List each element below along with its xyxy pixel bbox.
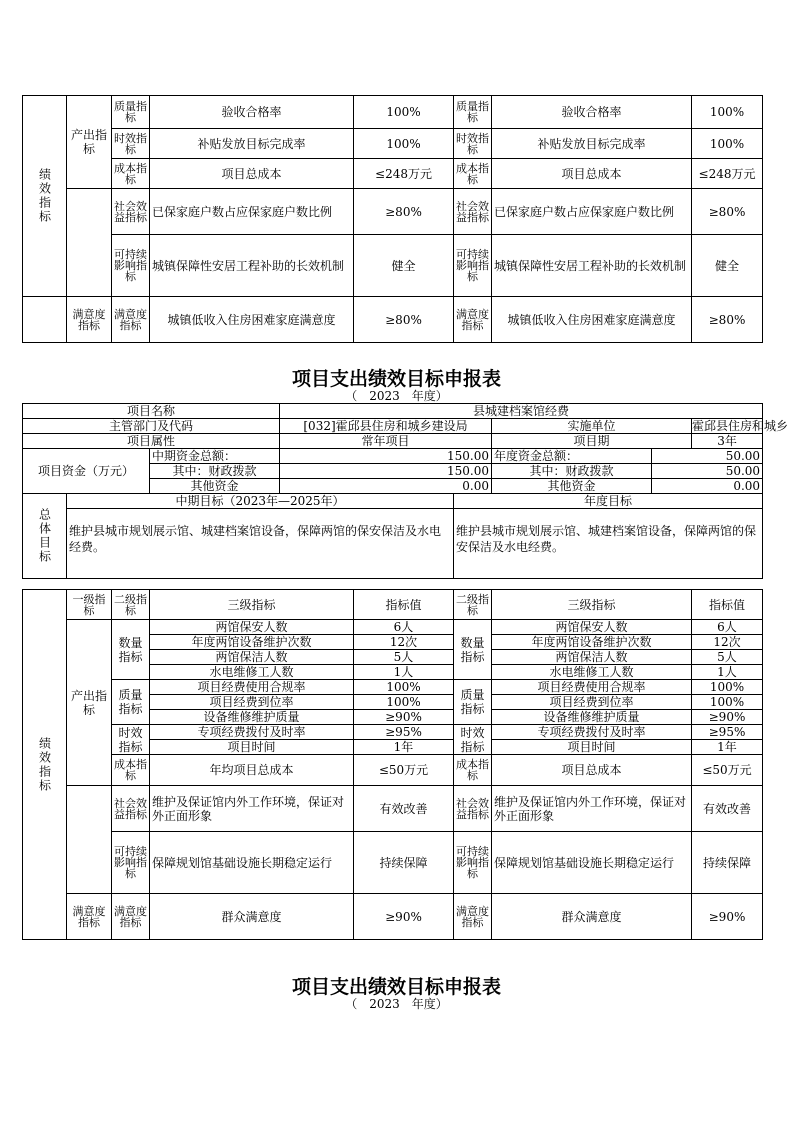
indicator-value: 有效改善 [354, 786, 454, 832]
indicator-value: ≥90% [354, 894, 454, 940]
quality-label: 质量指标 [454, 680, 492, 725]
fund-label: 项目资金（万元） [23, 449, 150, 494]
l3-label: 质量指标 [112, 96, 150, 129]
l3-label: 质量指标 [454, 96, 492, 129]
indicator-name: 维护及保证馆内外工作环境，保证对外正面形象 [492, 786, 692, 832]
form2-year: （ 2023 年度） [345, 997, 448, 1011]
mid-other-label: 其他资金 [150, 479, 280, 494]
h-level3: 三级指标 [492, 590, 692, 620]
indicator-name: 维护及保证馆内外工作环境，保证对外正面形象 [150, 786, 354, 832]
year-other: 0.00 [652, 479, 763, 494]
indicator-name: 设备维修维护质量 [150, 710, 354, 725]
sustain-label: 可持续影响指标 [112, 832, 150, 894]
indicator-value: 1年 [692, 740, 763, 755]
indicator-name: 项目经费到位率 [492, 695, 692, 710]
project-info-table [22, 403, 789, 579]
indicator-value: 有效改善 [692, 786, 763, 832]
indicator-name: 两馆保安人数 [150, 620, 354, 635]
mid-fiscal-label: 其中：财政拨款 [150, 464, 280, 479]
mid-other: 0.00 [280, 479, 492, 494]
social-label: 社会效益指标 [454, 786, 492, 832]
attr-value: 常年项目 [280, 434, 492, 449]
mid-goal-header: 中期目标（2023年—2025年） [67, 494, 454, 509]
indicator-name: 两馆保洁人数 [492, 650, 692, 665]
l3-label: 可持续影响指标 [112, 235, 150, 297]
indicator-value: ≤50万元 [354, 755, 454, 786]
dept-label: 主管部门及代码 [23, 419, 280, 434]
indicator-name: 城镇保障性安居工程补助的长效机制 [492, 235, 692, 297]
indicator-name: 群众满意度 [150, 894, 354, 940]
indicator-name: 城镇低收入住房困难家庭满意度 [492, 297, 692, 343]
h-level1: 一级指标 [67, 590, 112, 620]
mid-total-label: 中期资金总额： [150, 449, 280, 464]
indicator-name: 项目时间 [492, 740, 692, 755]
year-total: 50.00 [652, 449, 763, 464]
indicator-value: 持续保障 [354, 832, 454, 894]
indicator-value: ≥95% [354, 725, 454, 740]
indicator-name: 水电维修工人数 [150, 665, 354, 680]
level2-output-label: 产出指标 [67, 96, 112, 189]
goal-label: 总体目标 [23, 494, 67, 579]
l3-label: 可持续影响指标 [454, 235, 492, 297]
year-goal-text: 维护县城市规划展示馆、城建档案馆设备，保障两馆的保安保洁及水电经费。 [454, 509, 763, 579]
indicator-name: 水电维修工人数 [492, 665, 692, 680]
period-value: 3年 [692, 434, 763, 449]
indicator-value: ≥95% [692, 725, 763, 740]
indicator-value: ≥90% [354, 710, 454, 725]
indicator-name: 项目经费使用合规率 [150, 680, 354, 695]
timeliness-label: 时效指标 [112, 725, 150, 755]
indicator-name: 保障规划馆基础设施长期稳定运行 [492, 832, 692, 894]
form-year: （ 2023 年度） [345, 389, 448, 403]
form2-title: 项目支出绩效目标申报表 [291, 976, 501, 998]
impl-value: 霍邱县住房和城乡 [692, 419, 789, 433]
indicator-value: 5人 [692, 650, 763, 665]
l3-label: 成本指标 [454, 159, 492, 189]
h-value: 指标值 [692, 590, 763, 620]
indicator-value: 100% [692, 695, 763, 710]
top-performance-table [22, 95, 763, 343]
social-label: 社会效益指标 [112, 786, 150, 832]
indicator-name: 两馆保安人数 [492, 620, 692, 635]
indicator-name: 已保家庭户数占应保家庭户数比例 [150, 189, 354, 235]
satis-sub-label: 满意度指标 [454, 894, 492, 940]
l3-label: 时效指标 [112, 129, 150, 159]
indicator-value: 6人 [692, 620, 763, 635]
sustain-label: 可持续影响指标 [454, 832, 492, 894]
indicator-name: 年度两馆设备维护次数 [150, 635, 354, 650]
period-label: 项目期 [492, 434, 692, 449]
satis-sub-label: 满意度指标 [112, 894, 150, 940]
output-label: 产出指标 [67, 620, 112, 786]
cost-label: 成本指标 [454, 755, 492, 786]
indicator-value: ≥80% [354, 189, 454, 235]
indicator-value: ≤248万元 [354, 159, 454, 189]
indicator-value: 100% [354, 695, 454, 710]
indicator-value: 12次 [354, 635, 454, 650]
performance-table [22, 589, 763, 940]
l3-label: 时效指标 [454, 129, 492, 159]
indicator-value: ≤248万元 [692, 159, 763, 189]
indicator-name: 项目时间 [150, 740, 354, 755]
indicator-value: 100% [354, 129, 454, 159]
level2-satisfaction-label: 满意度指标 [67, 297, 112, 343]
indicator-value: ≥90% [692, 894, 763, 940]
indicator-name: 保障规划馆基础设施长期稳定运行 [150, 832, 354, 894]
indicator-name: 专项经费拨付及时率 [150, 725, 354, 740]
form-title: 项目支出绩效目标申报表 [291, 368, 501, 390]
indicator-value: 5人 [354, 650, 454, 665]
level1-label: 绩效指标 [23, 96, 67, 297]
attr-label: 项目属性 [23, 434, 280, 449]
indicator-value: ≤50万元 [692, 755, 763, 786]
mid-fiscal: 150.00 [280, 464, 492, 479]
indicator-name: 项目经费使用合规率 [492, 680, 692, 695]
indicator-name: 补贴发放目标完成率 [150, 129, 354, 159]
indicator-value: 100% [692, 680, 763, 695]
year-goal-header: 年度目标 [454, 494, 763, 509]
impl-label: 实施单位 [492, 419, 692, 434]
quality-label: 质量指标 [112, 680, 150, 725]
indicator-value: 100% [354, 96, 454, 129]
indicator-name: 设备维修维护质量 [492, 710, 692, 725]
indicator-name: 项目总成本 [492, 755, 692, 786]
indicator-name: 补贴发放目标完成率 [492, 129, 692, 159]
quantity-label: 数量指标 [454, 620, 492, 680]
satisfaction-label: 满意度指标 [67, 894, 112, 940]
cost-label: 成本指标 [112, 755, 150, 786]
indicator-name: 年均项目总成本 [150, 755, 354, 786]
h-level2: 二级指标 [454, 590, 492, 620]
year-fiscal-label: 其中：财政拨款 [492, 464, 652, 479]
dept-value: [032]霍邱县住房和城乡建设局 [280, 419, 492, 434]
indicator-value: 100% [692, 96, 763, 129]
indicator-name: 群众满意度 [492, 894, 692, 940]
mid-goal-text: 维护县城市规划展示馆、城建档案馆设备，保障两馆的保安保洁及水电经费。 [67, 509, 454, 579]
indicator-value: 100% [354, 680, 454, 695]
indicator-value: 12次 [692, 635, 763, 650]
indicator-name: 项目经费到位率 [150, 695, 354, 710]
timeliness-label: 时效指标 [454, 725, 492, 755]
indicator-name: 项目总成本 [150, 159, 354, 189]
indicator-value: 健全 [692, 235, 763, 297]
indicator-value: 持续保障 [692, 832, 763, 894]
year-total-label: 年度资金总额： [492, 449, 652, 464]
indicator-value: ≥80% [692, 189, 763, 235]
year-fiscal: 50.00 [652, 464, 763, 479]
perf-label: 绩效指标 [23, 590, 67, 940]
h-level3: 三级指标 [150, 590, 354, 620]
indicator-value: 6人 [354, 620, 454, 635]
indicator-value: 1人 [354, 665, 454, 680]
indicator-value: 健全 [354, 235, 454, 297]
indicator-name: 验收合格率 [150, 96, 354, 129]
indicator-name: 验收合格率 [492, 96, 692, 129]
project-name: 县城建档案馆经费 [280, 404, 763, 419]
project-name-label: 项目名称 [23, 404, 280, 419]
h-value: 指标值 [354, 590, 454, 620]
indicator-value: ≥80% [692, 297, 763, 343]
indicator-name: 两馆保洁人数 [150, 650, 354, 665]
year-other-label: 其他资金 [492, 479, 652, 494]
indicator-name: 项目总成本 [492, 159, 692, 189]
l3-label: 社会效益指标 [112, 189, 150, 235]
indicator-value: 100% [692, 129, 763, 159]
indicator-name: 年度两馆设备维护次数 [492, 635, 692, 650]
indicator-value: 1人 [692, 665, 763, 680]
indicator-name: 城镇保障性安居工程补助的长效机制 [150, 235, 354, 297]
l3-label: 成本指标 [112, 159, 150, 189]
indicator-name: 专项经费拨付及时率 [492, 725, 692, 740]
quantity-label: 数量指标 [112, 620, 150, 680]
l3-label: 满意度指标 [454, 297, 492, 343]
h-level2: 二级指标 [112, 590, 150, 620]
indicator-value: 1年 [354, 740, 454, 755]
l3-label: 满意度指标 [112, 297, 150, 343]
indicator-name: 城镇低收入住房困难家庭满意度 [150, 297, 354, 343]
indicator-value: ≥80% [354, 297, 454, 343]
mid-total: 150.00 [280, 449, 492, 464]
indicator-value: ≥90% [692, 710, 763, 725]
l3-label: 社会效益指标 [454, 189, 492, 235]
indicator-name: 已保家庭户数占应保家庭户数比例 [492, 189, 692, 235]
